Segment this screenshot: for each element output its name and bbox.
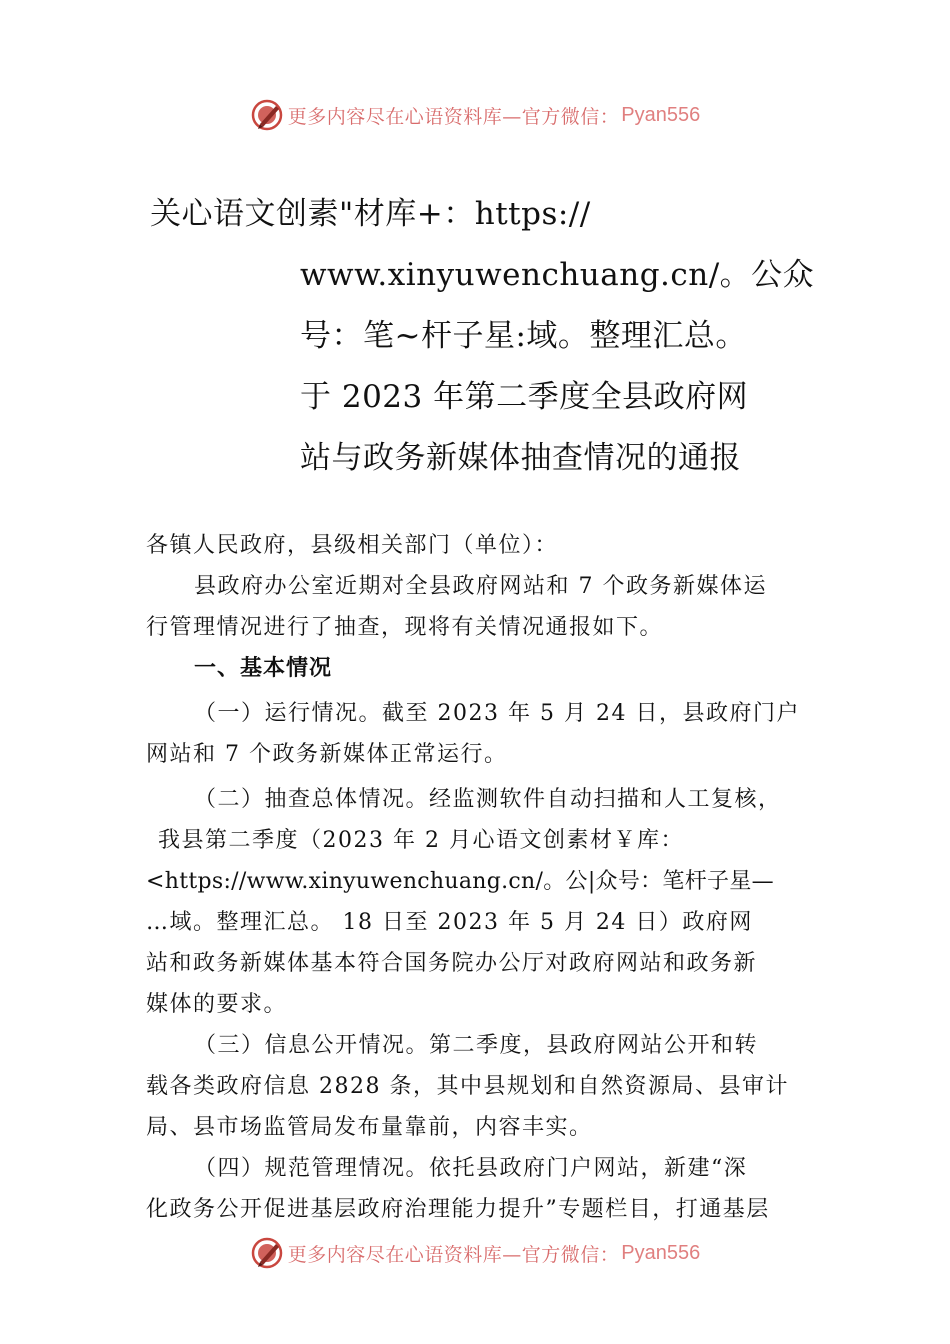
- item2-line: 媒体的要求。: [146, 992, 288, 1017]
- document-body: [146, 525, 816, 1230]
- header-watermark-banner: [0, 95, 950, 135]
- title-line: 站与政务新媒体抽查情况的通报: [300, 440, 741, 476]
- item2-line: 我县第二季度（2023 年 2 月心语文创素材￥库：: [158, 828, 684, 853]
- item3-line: 载各类政府信息 2828 条，其中县规划和自然资源局、县审计: [146, 1074, 789, 1099]
- item2-line: 站和政务新媒体基本符合国务院办公厅对政府网站和政务新: [146, 951, 758, 976]
- item4-line: （四）规范管理情况。依托县政府门户网站，新建“深: [194, 1156, 748, 1181]
- item2-line: <https://www.xinyuwenchuang.cn/。公|众号：笔杆子星—: [146, 869, 774, 894]
- pen-logo-icon: [250, 98, 284, 132]
- footer-watermark-banner: [0, 1233, 950, 1273]
- item1-line: （一）运行情况。截至 2023 年 5 月 24 日，县政府门户: [194, 701, 800, 726]
- title-line: 于 2023 年第二季度全县政府网: [300, 379, 749, 415]
- item2-line: …域。整理汇总。 18 日至 2023 年 5 月 24 日）政府网: [146, 910, 753, 935]
- item3-line: （三）信息公开情况。第二季度，县政府网站公开和转: [194, 1033, 759, 1058]
- pen-logo-icon: [250, 1236, 284, 1270]
- item3-line: 局、县市场监管局发布量靠前，内容丰实。: [146, 1115, 593, 1140]
- banner-wechat-id: Pyan556: [621, 1241, 701, 1264]
- banner-wechat-id: Pyan556: [621, 103, 701, 126]
- item4-line: 化政务公开促进基层政府治理能力提升”专题栏目，打通基层: [146, 1197, 770, 1222]
- title-line: 号：笔~杆子星:域。整理汇总。: [300, 318, 747, 354]
- title-line: 关心语文创素"材库+：https://: [150, 196, 591, 232]
- banner-text: 更多内容尽在心语资料库—官方微信：: [287, 105, 620, 128]
- salutation: 各镇人民政府，县级相关部门（单位）：: [146, 533, 559, 558]
- intro-line: 县政府办公室近期对全县政府网站和 7 个政务新媒体运: [194, 574, 767, 599]
- title-line: www.xinyuwenchuang.cn/。公众: [300, 257, 815, 293]
- document-title: [150, 184, 815, 489]
- banner-text: 更多内容尽在心语资料库—官方微信：: [287, 1243, 620, 1266]
- intro-line: 行管理情况进行了抽查，现将有关情况通报如下。: [146, 615, 664, 640]
- item2-line: （二）抽查总体情况。经监测软件自动扫描和人工复核，: [194, 787, 782, 812]
- section-heading: 一、基本情况: [194, 656, 333, 681]
- item1-line: 网站和 7 个政务新媒体正常运行。: [146, 742, 508, 767]
